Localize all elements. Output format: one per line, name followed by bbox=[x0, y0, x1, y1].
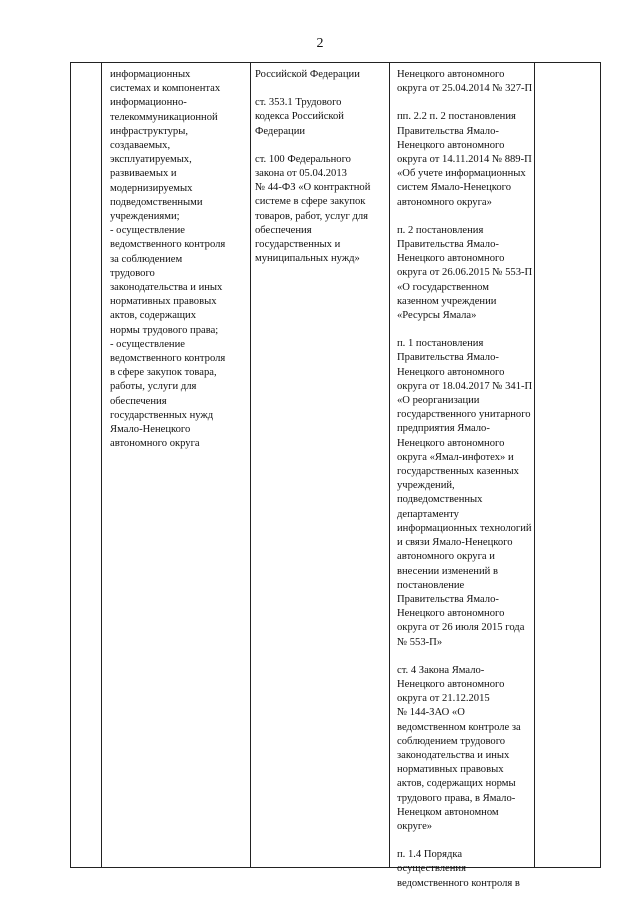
table-border-right bbox=[600, 62, 601, 868]
federal-act-item: ст. 353.1 Трудового кодекса Российской Федерации bbox=[255, 97, 344, 137]
table-border-left bbox=[70, 62, 71, 868]
table-top-border bbox=[70, 62, 601, 63]
federal-act-item: Российской Федерации bbox=[255, 69, 360, 80]
regional-act-item: ст. 4 Закона Ямало- Ненецкого автономного округа от 21.12.2015 № 144-ЗАО «О ведомственном контроле за соблюдением трудового законодательства и иных нормативных правовых актов, содержащих нормы трудового права, в Ямало- Ненецком автономном округе» bbox=[397, 664, 521, 832]
federal-act-item: ст. 100 Федерального закона от 05.04.2013 № 44-ФЗ «О контрактной системе в сфере закупок товаров, работ, услуг для обеспечения государственных и муниципальных нужд» bbox=[255, 153, 371, 265]
regional-act-item: пп. 2.2 п. 2 постановления Правительства Ямало- Ненецкого автономного округа от 14.11.2014 № 889-П «Об учете информационных систем Ямало-Ненецкого автономного округа» bbox=[397, 111, 532, 208]
activities-text: информационных системах и компонентах информационно- телекоммуникационной инфраструктуры, создаваемых, эксплуатируемых, развиваемых и модернизируемых подведомственными учреждениями; - осуществление ведомственного контроля за соблюдением трудового законодательства и иных нормативных правовых актов, содержащих нормы трудового права; - осуществление ведомственного контроля в сфере закупок товара, работы, услуги для обеспечения государственных нужд Ямало-Ненецкого автономного округа bbox=[110, 69, 226, 450]
regional-act-item: п. 1.4 Порядка осуществления ведомственного контроля в bbox=[397, 849, 520, 889]
activities-column bbox=[110, 68, 252, 465]
federal-acts-column bbox=[255, 68, 383, 280]
column-divider-3 bbox=[389, 62, 390, 868]
regional-act-item: п. 1 постановления Правительства Ямало- Ненецкого автономного округа от 18.04.2017 № 341-П «О реорганизации государственного унитарного предприятия Ямало- Ненецкого автономного округа «Ямал-инфотех» и государственных казенных учреждений, подведомственных департаменту информационных технологий и связи Ямало-Ненецкого автономного округа и внесении изменений в постановление Правительства Ямало- Ненецкого автономного округа от 26 июля 2015 года № 553-П» bbox=[397, 338, 533, 648]
regional-act-item: Ненецкого автономного округа от 25.04.2014 № 327-П bbox=[397, 69, 533, 95]
regional-act-item: п. 2 постановления Правительства Ямало- Ненецкого автономного округа от 26.06.2015 № 553-П «О государственном казенном учреждении «Ресурсы Ямала» bbox=[397, 224, 533, 322]
regulation-table bbox=[70, 62, 601, 889]
page-number: 2 bbox=[316, 36, 324, 51]
column-divider-1 bbox=[101, 62, 102, 868]
regional-acts-column bbox=[397, 68, 537, 905]
